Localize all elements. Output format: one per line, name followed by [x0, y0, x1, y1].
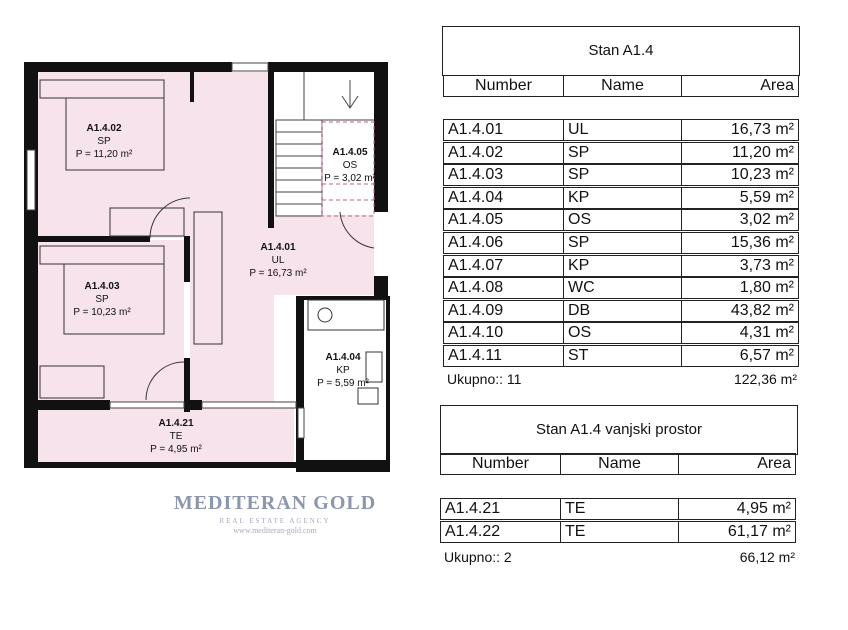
cell-number: A1.4.01 — [443, 119, 564, 141]
svg-text:A1.4.05: A1.4.05 — [332, 147, 368, 158]
unit-total-area: 122,36 m² — [733, 371, 797, 387]
cell-name: TE — [560, 521, 679, 543]
table-row — [441, 522, 796, 543]
svg-text:KP: KP — [336, 365, 350, 376]
cell-area: 61,17 m² — [678, 521, 796, 543]
logo-brand: MEDITERAN GOLD — [173, 492, 377, 514]
cell-area: 4,95 m² — [678, 498, 796, 520]
cell-name: TE — [560, 498, 679, 520]
cell-name: SP — [563, 232, 682, 254]
svg-text:TE: TE — [169, 431, 183, 442]
svg-text:A1.4.21: A1.4.21 — [158, 418, 194, 429]
cell-area: 16,73 m² — [681, 119, 799, 141]
table-row — [444, 233, 799, 254]
cell-name: OS — [563, 322, 682, 344]
cell-name: KP — [563, 255, 682, 277]
svg-text:P = 3,02 m²: P = 3,02 m² — [324, 173, 376, 184]
table-row — [444, 165, 799, 186]
company-logo — [120, 492, 430, 535]
table-row — [444, 143, 799, 164]
svg-text:UL: UL — [271, 255, 285, 266]
cell-name: UL — [563, 119, 682, 141]
cell-number: A1.4.10 — [443, 322, 564, 344]
table-row — [444, 278, 799, 299]
svg-text:A1.4.03: A1.4.03 — [84, 281, 120, 292]
table-row — [444, 323, 799, 344]
unit-total-label: Ukupno:: 11 — [447, 371, 522, 387]
table-row — [444, 120, 799, 141]
header-number: Number — [443, 75, 564, 97]
header-name: Name — [560, 453, 679, 475]
cell-name: OS — [563, 209, 682, 231]
table-row — [444, 346, 799, 367]
svg-text:A1.4.04: A1.4.04 — [325, 352, 361, 363]
svg-text:P = 4,95 m²: P = 4,95 m² — [150, 444, 202, 455]
cell-number: A1.4.08 — [443, 277, 564, 299]
header-area: Area — [681, 75, 799, 97]
cell-name: ST — [563, 345, 682, 367]
cell-name: KP — [563, 187, 682, 209]
cell-area: 6,57 m² — [681, 345, 799, 367]
logo-website: www.mediteran-gold.com — [233, 526, 317, 535]
svg-text:SP: SP — [95, 294, 109, 305]
table-row — [444, 256, 799, 277]
cell-area: 43,82 m² — [681, 300, 799, 322]
table-row — [441, 499, 796, 520]
cell-area: 1,80 m² — [681, 277, 799, 299]
table-row — [444, 210, 799, 231]
cell-area: 15,36 m² — [681, 232, 799, 254]
cell-name: DB — [563, 300, 682, 322]
svg-text:P = 16,73 m²: P = 16,73 m² — [249, 268, 307, 279]
unit-table-header — [444, 76, 799, 97]
header-number: Number — [440, 453, 561, 475]
svg-text:P = 10,23 m²: P = 10,23 m² — [73, 307, 131, 318]
svg-text:P = 11,20 m²: P = 11,20 m² — [75, 149, 133, 160]
svg-text:P = 5,59 m²: P = 5,59 m² — [317, 378, 369, 389]
cell-number: A1.4.04 — [443, 187, 564, 209]
logo-subtitle: REAL ESTATE AGENCY — [219, 517, 331, 525]
cell-area: 10,23 m² — [681, 164, 799, 186]
cell-name: SP — [563, 142, 682, 164]
svg-text:OS: OS — [342, 160, 358, 171]
cell-number: A1.4.07 — [443, 255, 564, 277]
cell-area: 11,20 m² — [681, 142, 799, 164]
floor-plan — [0, 0, 430, 480]
cell-number: A1.4.22 — [440, 521, 561, 543]
cell-area: 4,31 m² — [681, 322, 799, 344]
cell-area: 3,02 m² — [681, 209, 799, 231]
cell-number: A1.4.05 — [443, 209, 564, 231]
cell-number: A1.4.02 — [443, 142, 564, 164]
outdoor-table-header — [441, 454, 796, 475]
outdoor-table-title: Stan A1.4 vanjski prostor — [440, 405, 798, 455]
outdoor-total-label: Ukupno:: 2 — [444, 549, 512, 565]
cell-number: A1.4.03 — [443, 164, 564, 186]
outdoor-total-area: 66,12 m² — [739, 549, 795, 565]
cell-name: SP — [563, 164, 682, 186]
cell-area: 3,73 m² — [681, 255, 799, 277]
header-area: Area — [678, 453, 796, 475]
header-name: Name — [563, 75, 682, 97]
cell-number: A1.4.09 — [443, 300, 564, 322]
cell-number: A1.4.21 — [440, 498, 561, 520]
cell-area: 5,59 m² — [681, 187, 799, 209]
table-row — [444, 301, 799, 322]
svg-text:SP: SP — [97, 136, 111, 147]
cell-name: WC — [563, 277, 682, 299]
cell-number: A1.4.06 — [443, 232, 564, 254]
svg-text:A1.4.01: A1.4.01 — [260, 242, 296, 253]
svg-text:A1.4.02: A1.4.02 — [86, 123, 122, 134]
cell-number: A1.4.11 — [443, 345, 564, 367]
unit-table-title: Stan A1.4 — [442, 26, 800, 76]
table-row — [444, 188, 799, 209]
